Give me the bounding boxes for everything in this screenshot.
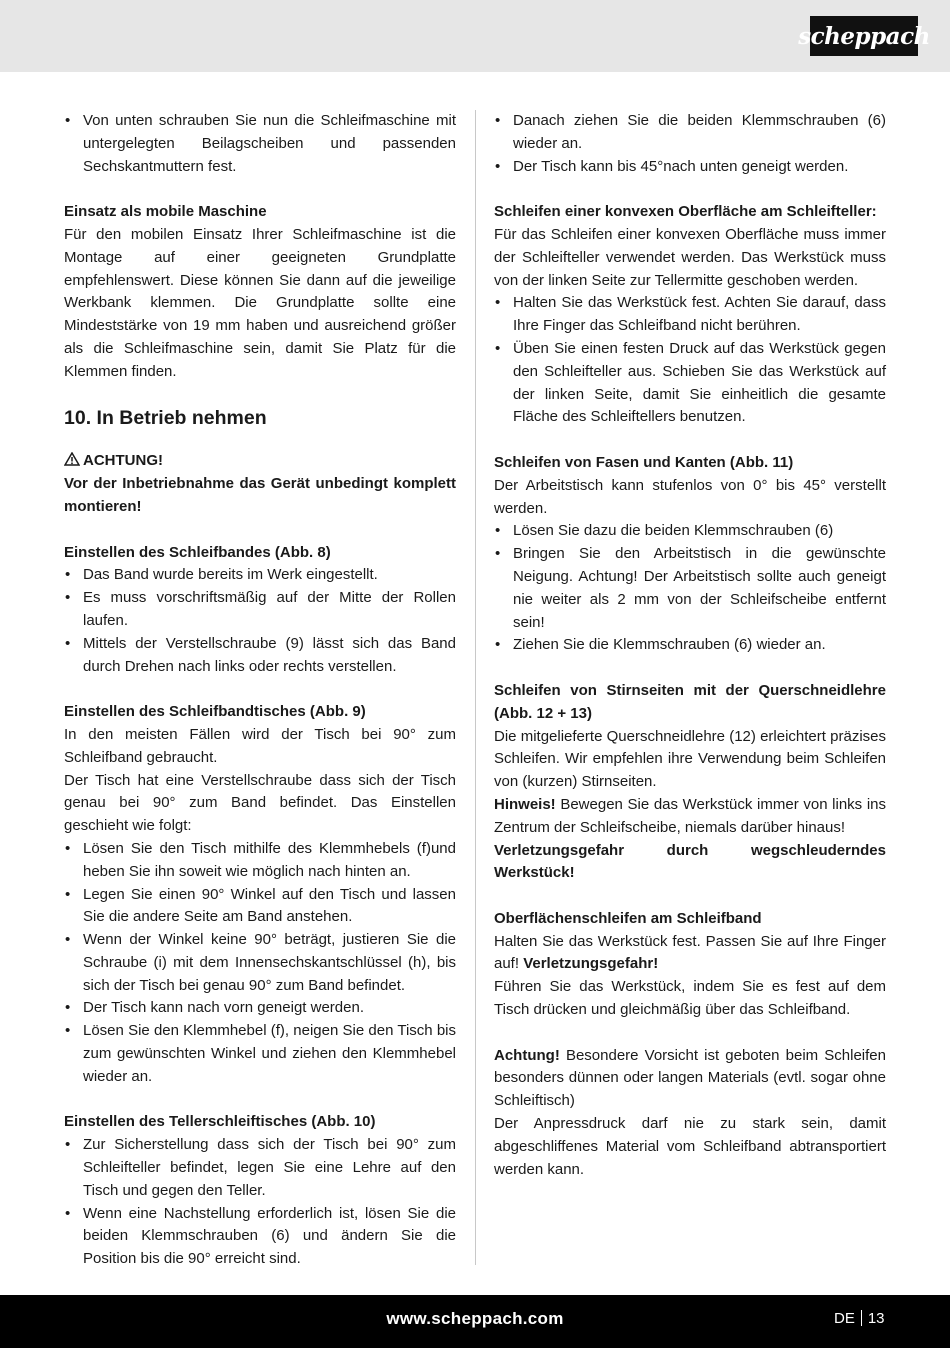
konvex-section <box>494 201 886 429</box>
hint-label: Hinweis! <box>494 795 556 813</box>
paragraph: Der Tisch hat eine Verstellschraube dass sich der Tisch genau bei 90° zum Band befindet. Das Einstellen geschieht wie folgt: <box>64 771 456 835</box>
list-item: • Wenn der Winkel keine 90° beträgt, justieren Sie die Schraube (i) mit dem Innensechskantschlüssel (h), bis sich der Tisch bei genau 90° zum Band befindet. <box>64 929 456 997</box>
bullet-list <box>494 520 886 657</box>
section-heading: Oberflächenschleifen am Schleifband <box>494 909 762 927</box>
list-item: • Der Tisch kann bis 45°nach unten geneigt werden. <box>494 156 886 179</box>
paragraph: Der Arbeitstisch kann stufenlos von 0° bis 45° verstellt werden. <box>494 476 886 517</box>
list-item: • Mittels der Verstellschraube (9) lässt sich das Band durch Drehen nach links oder rechts verstellen. <box>64 633 456 679</box>
page-number <box>834 1310 885 1327</box>
list-item: • Ziehen Sie die Klemmschrauben (6) wieder an. <box>494 634 886 657</box>
list-item: • Wenn eine Nachstellung erforderlich ist, lösen Sie die beiden Klemmschrauben (6) und ändern Sie die Position bis die 90° erreicht sind. <box>64 1203 456 1271</box>
footer-bar <box>0 1295 950 1348</box>
paragraph: Für den mobilen Einsatz Ihrer Schleifmaschine ist die Montage auf einer geeigneten Grundplatte empfehlenswert. Diese können Sie dann auf die jeweilige Werkbank klemmen. Die Grundplatte sollte eine Mindeststärke von 19 mm haben und ausreichend größer als die Schleifmaschine sein, damit Sie Platz für die Klemmen finden. <box>64 225 456 380</box>
section-heading: Einstellen des Tellerschleiftisches (Abb. 10) <box>64 1113 376 1131</box>
mobile-section <box>64 201 456 383</box>
danger-label: Verletzungsgefahr! <box>523 955 659 973</box>
bullet-list <box>64 1134 456 1271</box>
section-heading: Schleifen einer konvexen Oberfläche am Schleifteller: <box>494 203 877 221</box>
teller-section <box>64 1111 456 1271</box>
chapter-title: 10. In Betrieb nehmen <box>64 407 267 430</box>
paragraph: Für das Schleifen einer konvexen Oberfläche muss immer der Schleifteller verwendet werden. Das Werkstück muss von der linken Seite zur Tellermitte geschoben werden. <box>494 225 886 289</box>
brand-logo: scheppach <box>810 16 918 56</box>
paragraph: Führen Sie das Werkstück, indem Sie es fest auf dem Tisch drücken und gleichmäßig über das Schleifband. <box>494 978 886 1019</box>
stirn-section <box>494 680 886 885</box>
list-item: • Von unten schrauben Sie nun die Schleifmaschine mit untergelegten Beilagscheiben und passenden Sechskantmuttern fest. <box>64 110 456 178</box>
hint-text: Bewegen Sie das Werkstück immer von links ins Zentrum der Schleifscheibe, niemals darüber hinaus! <box>494 795 886 836</box>
paragraph <box>494 931 886 977</box>
list-item: • Lösen Sie dazu die beiden Klemmschrauben (6) <box>494 520 886 543</box>
section-heading: Schleifen von Stirnseiten mit der Querschneidlehre (Abb. 12 + 13) <box>494 681 886 722</box>
section-heading: Einsatz als mobile Maschine <box>64 203 267 221</box>
list-item: • Der Tisch kann nach vorn geneigt werden. <box>64 997 456 1020</box>
footer-url[interactable]: www.scheppach.com <box>386 1309 564 1328</box>
ober-section <box>494 908 886 1022</box>
bullet-list <box>64 564 456 678</box>
list-item: • Legen Sie einen 90° Winkel auf den Tisch und lassen Sie die andere Seite am Band anstehen. <box>64 884 456 930</box>
bullet-list-intro <box>64 110 456 178</box>
bullet-list-intro <box>494 110 886 178</box>
paragraph <box>494 1045 886 1113</box>
warning-label: ACHTUNG! <box>83 452 163 470</box>
bullet-list <box>64 838 456 1089</box>
list-item: • Üben Sie einen festen Druck auf das Werkstück gegen den Schleifteller aus. Schieben Sie das Werkstück auf der linken Seite, damit Sie einheitlich die gesamte Fläche des Schleiftellers benutzen. <box>494 338 886 429</box>
list-item: • Bringen Sie den Arbeitstisch in die gewünschte Neigung. Achtung! Der Arbeitstisch sollte auch geneigt nie weiter als 2 mm von der Schleifscheibe entfernt sein! <box>494 543 886 634</box>
list-item: • Halten Sie das Werkstück fest. Achten Sie darauf, dass Ihre Finger das Schleifband nicht berühren. <box>494 292 886 338</box>
hint-paragraph <box>494 794 886 840</box>
section-heading: Einstellen des Schleifbandes (Abb. 8) <box>64 543 331 561</box>
list-item: • Lösen Sie den Klemmhebel (f), neigen Sie den Tisch bis zum gewünschten Winkel und ziehen den Klemmhebel wieder an. <box>64 1020 456 1088</box>
right-column <box>494 110 886 1181</box>
danger-text: Verletzungsgefahr durch wegschleuderndes Werkstück! <box>494 841 886 882</box>
header-bar <box>0 0 950 72</box>
list-item: • Es muss vorschriftsmäßig auf der Mitte der Rollen laufen. <box>64 587 456 633</box>
section-heading: Einstellen des Schleifbandtisches (Abb. 9) <box>64 703 366 721</box>
paragraph: Der Anpressdruck darf nie zu stark sein, damit abgeschliffenes Material vom Schleifband abtransportiert werden kann. <box>494 1115 886 1178</box>
section-heading: Schleifen von Fasen und Kanten (Abb. 11) <box>494 453 794 471</box>
list-item: • Zur Sicherstellung dass sich der Tisch bei 90° zum Schleifteller befindet, legen Sie eine Lehre auf den Tisch und gegen den Teller. <box>64 1134 456 1202</box>
band-section <box>64 542 456 679</box>
column-divider <box>475 110 476 1265</box>
bullet-list <box>494 292 886 429</box>
achtung-text: Besondere Vorsicht ist geboten beim Schleifen besonders dünnen oder langen Materials (evtl. sogar ohne Schleiftisch) <box>494 1046 886 1110</box>
fasen-section <box>494 452 886 657</box>
warning-triangle-icon <box>64 452 80 466</box>
page-index: 13 <box>867 1310 885 1327</box>
warning-block <box>64 450 456 518</box>
warning-heading <box>64 450 456 473</box>
paragraph: In den meisten Fällen wird der Tisch bei 90° zum Schleifband gebraucht. <box>64 725 456 766</box>
left-column <box>64 110 456 1271</box>
list-item: • Das Band wurde bereits im Werk eingestellt. <box>64 564 456 587</box>
list-item: • Lösen Sie den Tisch mithilfe des Klemmhebels (f)und heben Sie ihn soweit wie möglich nach hinten an. <box>64 838 456 884</box>
language-code: DE <box>834 1310 855 1327</box>
achtung-label: Achtung! <box>494 1046 560 1064</box>
paragraph: Die mitgelieferte Querschneidlehre (12) erleichtert präzises Schleifen. Wir empfehlen ihre Verwendung beim Schleifen von (kurzen) Stirnseiten. <box>494 727 886 791</box>
warning-text: Vor der Inbetriebnahme das Gerät unbedingt komplett montieren! <box>64 475 456 515</box>
ober-text: Halten Sie das Werkstück fest. Passen Sie auf Ihre Finger auf! <box>494 932 886 973</box>
bandtisch-section <box>64 701 456 1089</box>
list-item: • Danach ziehen Sie die beiden Klemmschrauben (6) wieder an. <box>494 110 886 156</box>
achtung-section <box>494 1045 886 1182</box>
separator <box>861 1310 862 1326</box>
